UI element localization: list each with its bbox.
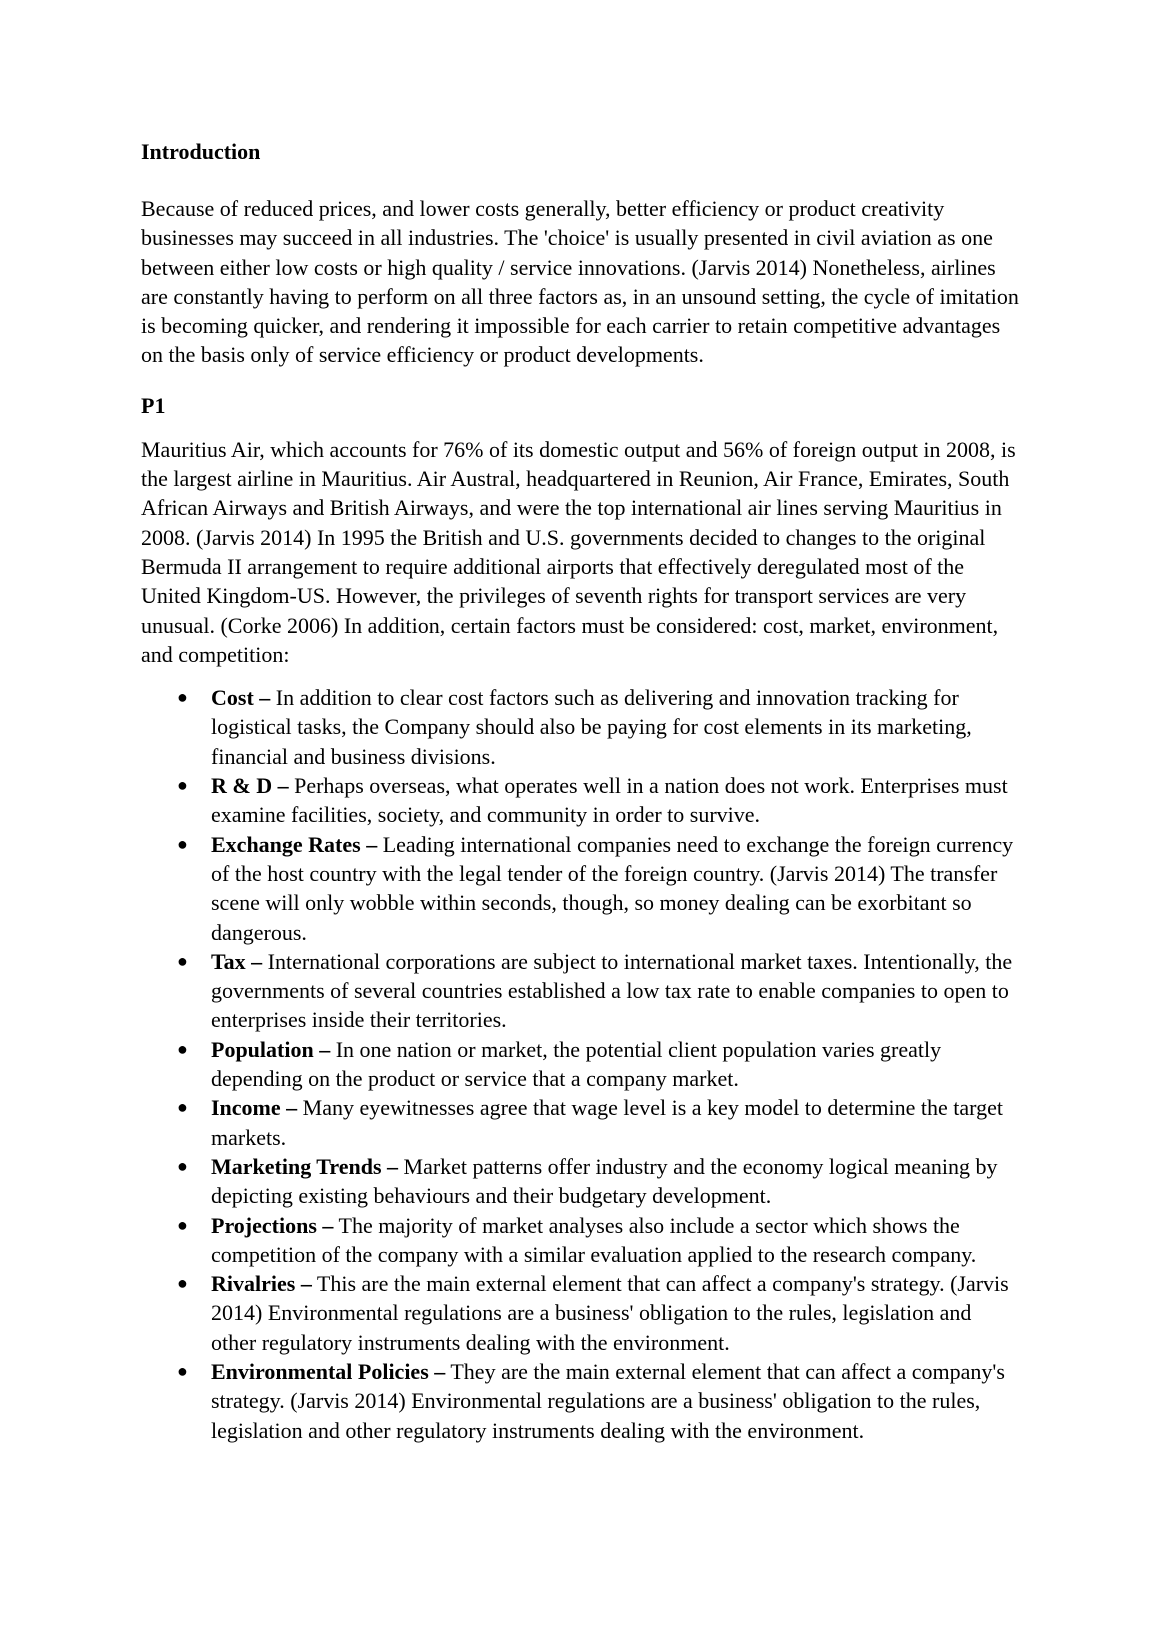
- bullet-icon: ●: [177, 1214, 188, 1235]
- list-item: [141, 1152, 1021, 1211]
- bullet-term: Income –: [211, 1095, 298, 1121]
- list-item: [141, 947, 1021, 1035]
- introduction-heading: Introduction: [141, 139, 261, 164]
- bullet-icon: ●: [177, 950, 188, 971]
- bullet-text: In addition to clear cost factors such as delivering and innovation tracking for logistical tasks, the Company should also be paying for cost elements in its marketing, financial and business divisions.: [211, 685, 972, 769]
- bullet-icon: ●: [177, 1097, 188, 1118]
- bullet-text: They are the main external element that can affect a company's strategy. (Jarvis 2014) Environmental regulations are a business' obligation to the rules, legislation and other regulatory instruments dealing with the environment.: [211, 1358, 1005, 1443]
- bullet-text: International corporations are subject to international market taxes. Intentionally, the governments of several countries established a low tax rate to enable companies to open to enterprises inside their territories.: [211, 948, 1013, 1033]
- bullet-text: Market patterns offer industry and the economy logical meaning by depicting existing behaviours and their budgetary development.: [211, 1153, 998, 1209]
- p1-heading: P1: [141, 392, 166, 418]
- list-item: [141, 1211, 1021, 1270]
- p1-paragraph: Mauritius Air, which accounts for 76% of its domestic output and 56% of foreign output in 2008, is the largest airline in Mauritius. Air Austral, headquartered in Reunion, Air France, Emirates, South African Airways and British Airways, and were the top international air lines serving Mauritius in 2008. (Jarvis 2014) In 1995 the British and U.S. governments decided to changes to the original Bermuda II arrangement to require additional airports that effectively deregulated most of the United Kingdom-US. However, the privileges of seventh rights for transport services are very unusual. (Corke 2006) In addition, certain factors must be considered: cost, market, environment, and competition:: [141, 436, 1016, 667]
- bullet-icon: ●: [177, 775, 188, 796]
- list-item: [141, 1269, 1021, 1357]
- bullet-icon: ●: [177, 1273, 188, 1294]
- bullet-text: This are the main external element that can affect a company's strategy. (Jarvis 2014) Environmental regulations are a business' obligation to the rules, legislation and other regulatory instruments dealing with the environment.: [211, 1271, 1009, 1355]
- bullet-text: The majority of market analyses also include a sector which shows the competition of the company with a similar evaluation applied to the research company.: [211, 1212, 977, 1267]
- bullet-term: Rivalries –: [211, 1271, 312, 1297]
- bullet-icon: ●: [177, 833, 188, 854]
- bullet-term: R & D –: [211, 773, 289, 799]
- bullet-icon: ●: [177, 1038, 188, 1059]
- introduction-paragraph: Because of reduced prices, and lower costs generally, better efficiency or product creativity businesses may succeed in all industries. The 'choice' is usually presented in civil aviation as one between either low costs or high quality / service innovations. (Jarvis 2014) Nonetheless, airlines are constantly having to perform on all three factors as, in an unsound setting, the cycle of imitation is becoming quicker, and rendering it impossible for each carrier to retain competitive advantages on the basis only of service efficiency or product developments.: [141, 196, 1019, 368]
- bullet-term: Population –: [211, 1036, 331, 1062]
- list-item: [141, 1035, 1021, 1094]
- document-page: [141, 137, 1021, 1445]
- bullet-term: Marketing Trends –: [211, 1153, 399, 1179]
- bullet-text: In one nation or market, the potential client population varies greatly depending on the product or service that a company market.: [211, 1036, 942, 1092]
- list-item: [141, 683, 1021, 771]
- bullet-text: Perhaps overseas, what operates well in a nation does not work. Enterprises must examine facilities, society, and community in order to survive.: [211, 773, 1008, 828]
- bullet-term: Exchange Rates –: [211, 831, 378, 857]
- bullet-icon: ●: [177, 1360, 188, 1381]
- list-item: [141, 1093, 1021, 1152]
- list-item: [141, 1357, 1021, 1445]
- bullet-term: Tax –: [211, 948, 263, 974]
- list-item: [141, 771, 1021, 830]
- factor-list: [141, 683, 1021, 1445]
- list-item: [141, 830, 1021, 947]
- bullet-icon: ●: [177, 687, 188, 708]
- bullet-icon: ●: [177, 1155, 188, 1176]
- bullet-term: Projections –: [211, 1212, 334, 1238]
- bullet-text: Many eyewitnesses agree that wage level is a key model to determine the target markets.: [211, 1095, 1003, 1150]
- bullet-text: Leading international companies need to exchange the foreign currency of the host country with the legal tender of the foreign country. (Jarvis 2014) The transfer scene will only wobble within seconds, though, so money dealing can be exorbitant so dangerous.: [211, 831, 1014, 945]
- bullet-term: Cost –: [211, 685, 271, 711]
- bullet-term: Environmental Policies –: [211, 1358, 446, 1384]
